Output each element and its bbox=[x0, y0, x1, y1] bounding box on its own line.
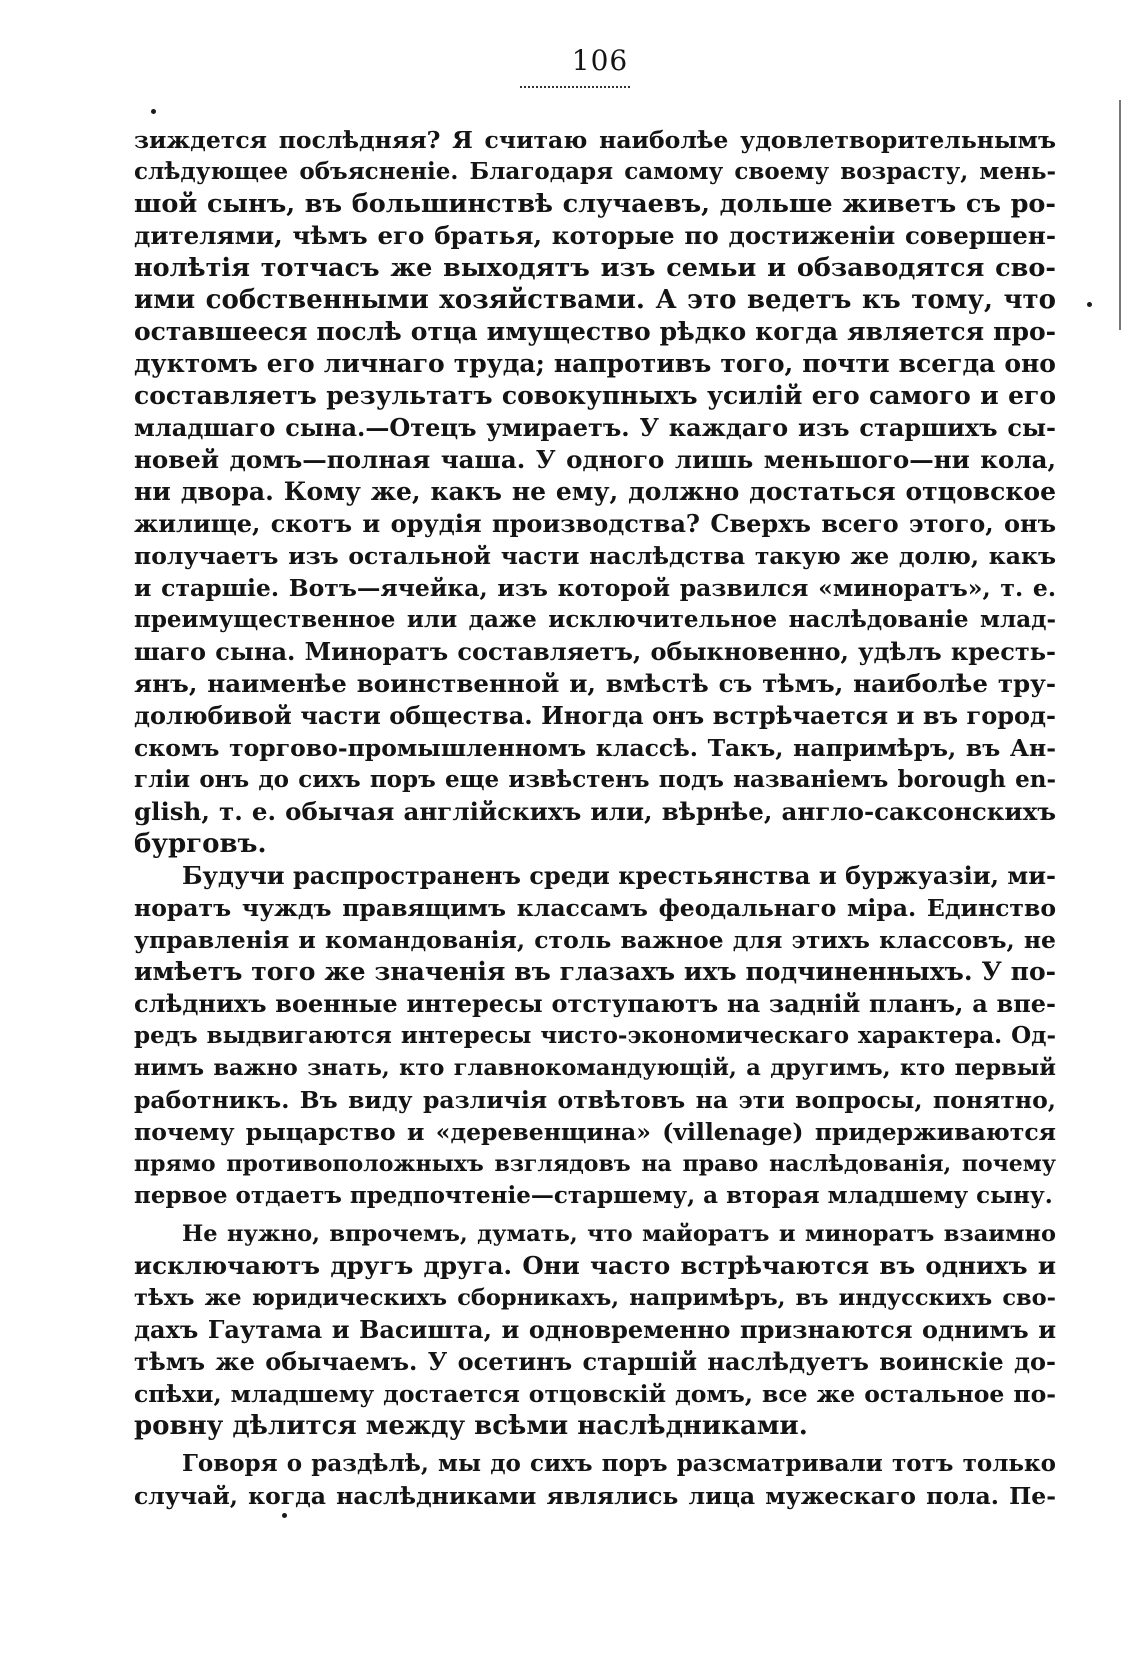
text-line: младшаго сына.—Отецъ умираетъ. У каждаго изъ старшихъ сы- bbox=[134, 413, 1056, 442]
paragraph bbox=[134, 1448, 1056, 1512]
text-line: ни двора. Кому же, какъ не ему, должно достаться отцовское bbox=[134, 477, 1056, 506]
paragraph bbox=[134, 124, 1056, 860]
text-line: слѣдующее объясненіе. Благодаря самому своему возрасту, мень- bbox=[134, 158, 1056, 185]
text-line: преимущественное или даже исключительное наслѣдованіе млад- bbox=[134, 606, 1056, 633]
text-line: новей домъ—полная чаша. У одного лишь меньшого—ни кола, bbox=[134, 445, 1056, 474]
paragraph bbox=[134, 1218, 1056, 1442]
text-line: работникъ. Въ виду различія отвѣтовъ на эти вопросы, понятно, bbox=[134, 1086, 1056, 1114]
text-line: зиждется послѣдняя? Я считаю наиболѣе удовлетворительнымъ bbox=[134, 126, 1056, 154]
text-line: долюбивой части общества. Иногда онъ встрѣчается и въ город- bbox=[134, 701, 1056, 730]
text-line: нолѣтія тотчасъ же выходятъ изъ семьи и обзаводятся сво- bbox=[134, 253, 1056, 283]
text-line: бурговъ. bbox=[134, 829, 267, 859]
text-line: редъ выдвигаются интересы чисто-экономическаго характера. Од- bbox=[134, 1022, 1056, 1049]
paragraph bbox=[134, 860, 1056, 1212]
text-line: исключаютъ другъ друга. Они часто встрѣчаются въ однихъ и bbox=[134, 1251, 1056, 1280]
text-line: Говоря о раздѣлѣ, мы до сихъ поръ разсматривали тотъ только bbox=[182, 1450, 1056, 1477]
print-speck bbox=[151, 109, 156, 114]
text-line: тѣхъ же юридическихъ сборникахъ, напримѣръ, въ индусскихъ сво- bbox=[134, 1285, 1056, 1311]
text-line: составляетъ результатъ совокупныхъ усилій его самого и его bbox=[134, 381, 1056, 410]
text-line: случай, когда наслѣдниками являлись лица мужескаго пола. Пе- bbox=[134, 1482, 1056, 1510]
text-line: получаетъ изъ остальной части наслѣдства такую же долю, какъ bbox=[134, 542, 1056, 570]
text-line: ими собственными хозяйствами. А это ведетъ къ тому, что bbox=[134, 285, 1056, 315]
text-line: Будучи распространенъ среди крестьянства и буржуазіи, ми- bbox=[182, 861, 1056, 890]
text-line: прямо противоположныхъ взглядовъ на право наслѣдованія, почему bbox=[134, 1151, 1056, 1177]
text-line: гліи онъ до сихъ поръ еще извѣстенъ подъ названіемъ borough en- bbox=[134, 766, 1056, 793]
text-line: янъ, наименѣе воинственной и, вмѣстѣ съ тѣмъ, наиболѣе тру- bbox=[134, 669, 1056, 698]
text-line: дителями, чѣмъ его братья, которые по достиженіи совершен- bbox=[134, 221, 1056, 250]
text-line: нимъ важно знать, кто главнокомандующій, а другимъ, кто первый bbox=[134, 1055, 1056, 1081]
scan-edge-line bbox=[1119, 100, 1121, 330]
text-line: Не нужно, впрочемъ, думать, что майоратъ и миноратъ взаимно bbox=[182, 1221, 1056, 1247]
text-line: и старшіе. Вотъ—ячейка, изъ которой развился «минoратъ», т. е. bbox=[134, 574, 1056, 602]
body-text bbox=[134, 124, 1056, 1512]
text-line: дахъ Гаутама и Васишта, и одновременно признаются однимъ и bbox=[134, 1315, 1056, 1344]
text-line: первое отдаетъ предпочтеніе—старшему, а вторая младшему сыну. bbox=[134, 1182, 1053, 1209]
text-line: жилище, скотъ и орудія производства? Сверхъ всего этого, онъ bbox=[134, 509, 1056, 538]
text-line: слѣднихъ военные интересы отступаютъ на задній планъ, а впе- bbox=[134, 989, 1056, 1018]
text-line: оставшееся послѣ отца имущество рѣдко когда является про- bbox=[134, 317, 1056, 346]
text-line: управленія и командованія, столь важное для этихъ классовъ, не bbox=[134, 926, 1056, 954]
text-line: шаго сына. Миноратъ составляетъ, обыкновенно, удѣлъ кресть- bbox=[134, 637, 1056, 666]
text-line: шой сынъ, въ большинствѣ случаевъ, дольше живетъ съ ро- bbox=[134, 189, 1056, 219]
page-number-rule bbox=[520, 86, 630, 88]
text-line: почему рыцарство и «деревенщина» (villenage) придерживаются bbox=[134, 1118, 1056, 1146]
text-line: дуктомъ его личнаго труда; напротивъ того, почти всегда оно bbox=[134, 349, 1056, 378]
text-line: спѣхи, младшему достается отцовскій домъ, все же остальное по- bbox=[134, 1380, 1056, 1408]
text-line: ровну дѣлится между всѣми наслѣдниками. bbox=[134, 1411, 808, 1441]
print-speck bbox=[1087, 302, 1092, 307]
text-line: glish, т. е. обычая англійскихъ или, вѣрнѣе, англо-саксонскихъ bbox=[134, 797, 1056, 826]
print-speck bbox=[282, 1513, 287, 1518]
text-line: имѣетъ того же значенія въ глазахъ ихъ подчиненныхъ. У по- bbox=[134, 957, 1056, 986]
text-line: норатъ чуждъ правящимъ классамъ феодальнаго міра. Единство bbox=[134, 894, 1056, 922]
page-number: 106 bbox=[571, 44, 629, 77]
text-line: тѣмъ же обычаемъ. У осетинъ старшій наслѣдуетъ воинскіе до- bbox=[134, 1347, 1056, 1376]
text-line: скомъ торгово-промышленномъ классѣ. Такъ, напримѣръ, въ Ан- bbox=[134, 734, 1056, 762]
